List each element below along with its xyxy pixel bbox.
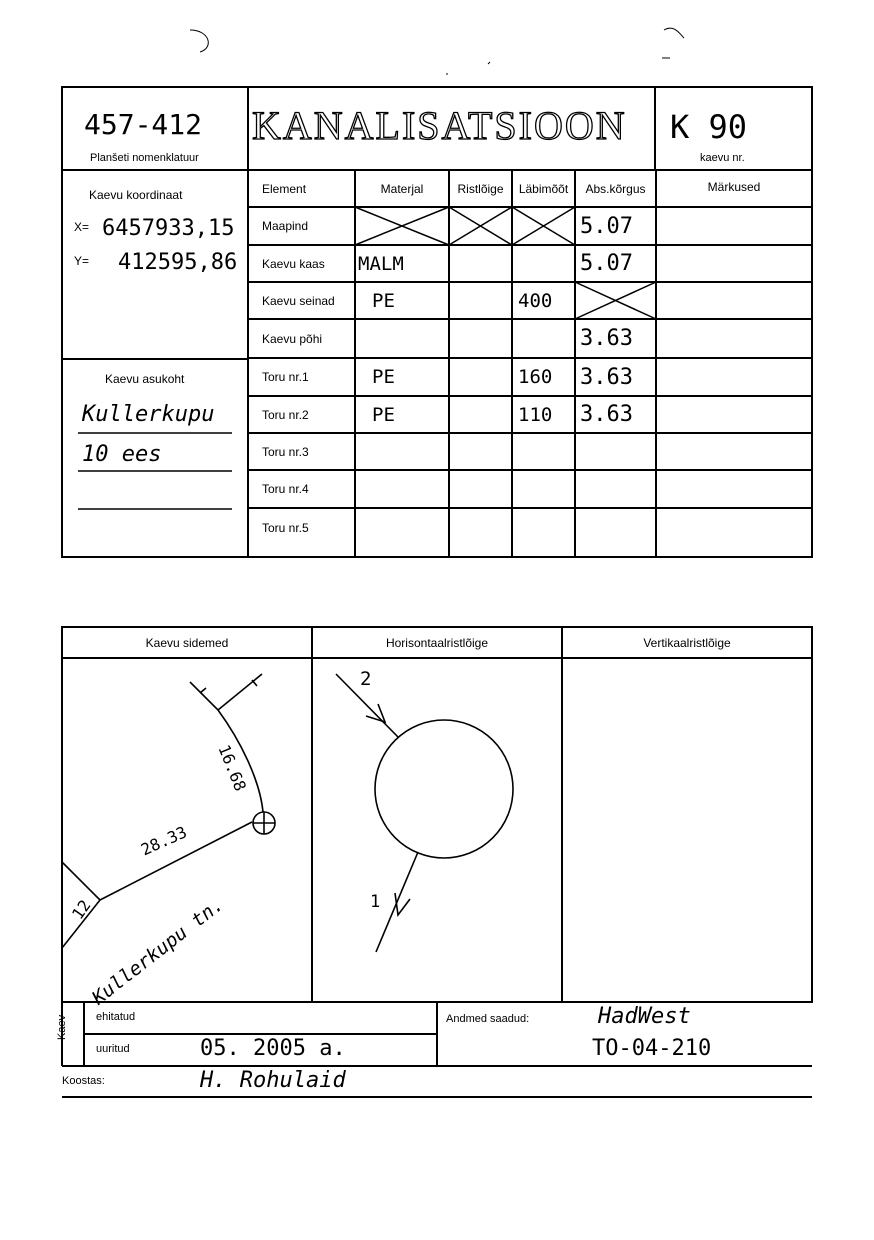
col-header-element: Element [262, 182, 307, 196]
sketch-col-links: Kaevu sidemed [145, 636, 229, 650]
table-cell-diameter: 160 [518, 366, 553, 388]
house-number-label: 12 [68, 896, 95, 923]
table-row-label: Toru nr.2 [262, 407, 309, 422]
table-cell-height: 5.07 [580, 213, 633, 239]
table-row-label: Toru nr.1 [262, 370, 309, 384]
table-row-label: Kaevu põhi [262, 331, 323, 346]
table-cell-height: 3.63 [580, 364, 633, 390]
table-row-label: Toru nr.3 [262, 444, 309, 459]
well-section-circle [375, 720, 513, 858]
table-row-label: Maapind [262, 219, 309, 233]
col-header-notes: Märkused [707, 180, 761, 194]
pipe-number-label: 2 [360, 668, 372, 690]
kaev-label: Kaev [56, 1014, 68, 1040]
uuritud-label: uuritud [96, 1043, 130, 1055]
plansheet-label: Planšeti nomenklatuur [90, 152, 199, 164]
location-line1: Kullerkupu [82, 402, 215, 427]
koostas-label: Koostas: [62, 1075, 105, 1087]
koostas-value: H. Rohulaid [200, 1068, 346, 1093]
col-header-height: Abs.kõrgus [585, 182, 646, 196]
table-cell-diameter: 400 [518, 289, 553, 312]
table-cell-material: PE [372, 366, 395, 388]
table-cell-material: PE [372, 289, 395, 312]
col-header-diameter: Läbimõõt [518, 182, 569, 196]
table-cell-diameter: 110 [518, 403, 553, 426]
sketch-col-vertical: Vertikaalristlõige [643, 636, 731, 650]
distance-label: 16.68 [214, 742, 251, 794]
coord-y-value: 412595,86 [118, 250, 238, 275]
table-row-label: Kaevu seinad [262, 293, 335, 308]
table-cell-material: PE [372, 403, 395, 426]
table-row-label: Toru nr.4 [262, 482, 309, 496]
table-row-label: Kaevu kaas [262, 256, 325, 271]
uuritud-value: 05. 2005 a. [200, 1036, 346, 1061]
well-number-value: K 90 [670, 108, 748, 146]
distance-label: 28.33 [138, 822, 190, 860]
page-title: KANALISATSIOON [252, 103, 627, 148]
ehitatud-label: ehitatud [96, 1011, 136, 1023]
table-cell-material: MALM [358, 252, 404, 275]
coord-x-label: X= [74, 220, 90, 234]
source-value-2: TO-04-210 [592, 1036, 712, 1061]
col-header-cross: Ristlõige [457, 182, 504, 196]
coord-y-label: Y= [74, 254, 90, 268]
source-value-1: HadWest [598, 1004, 691, 1029]
well-number-label: kaevu nr. [700, 152, 745, 164]
col-header-material: Materjal [380, 182, 424, 196]
street-label: Kullerkupu tn. [88, 893, 228, 1010]
plansheet-value: 457-412 [84, 108, 203, 141]
pipe-number-label: 1 [370, 892, 381, 912]
scan-artifacts [190, 28, 684, 74]
table-cell-height: 3.63 [580, 326, 633, 351]
table-cell-height: 5.07 [580, 251, 633, 276]
sketch-col-horizontal: Horisontaalristlõige [385, 636, 489, 650]
horizontal-section-sketch [336, 674, 513, 952]
location-label: Kaevu asukoht [105, 372, 185, 386]
table-cell-height: 3.63 [580, 402, 633, 427]
location-line2: 10 ees [82, 442, 162, 467]
source-label: Andmed saadud: [446, 1013, 530, 1025]
table-row-label: Toru nr.5 [262, 521, 309, 535]
coords-label: Kaevu koordinaat [89, 188, 183, 202]
coord-x-value: 6457933,15 [102, 216, 235, 241]
